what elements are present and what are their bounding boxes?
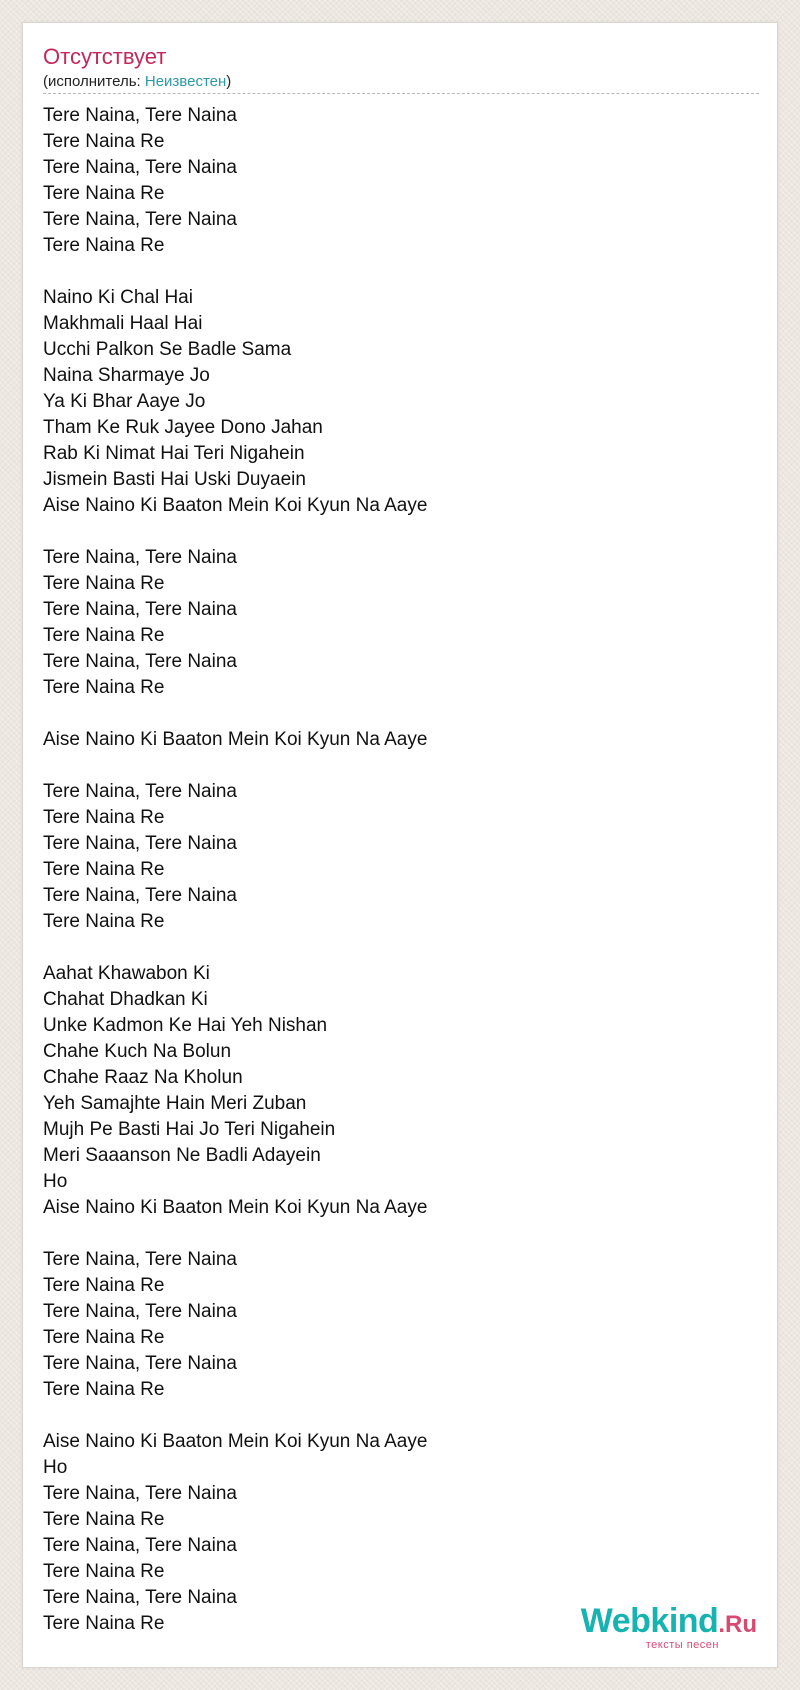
- logo-wordmark: Webkind: [580, 1602, 719, 1640]
- logo-tld: .Ru: [718, 1611, 757, 1638]
- lyric-line: Yeh Samajhte Hain Meri Zuban: [43, 1093, 307, 1114]
- lyric-line: Tere Naina, Tere Naina: [43, 1535, 237, 1556]
- site-logo[interactable]: [537, 1603, 757, 1651]
- lyric-line: Aahat Khawabon Ki: [43, 963, 210, 984]
- lyric-line: Tere Naina, Tere Naina: [43, 651, 237, 672]
- lyric-line: Tere Naina Re: [43, 807, 165, 828]
- lyric-line: Tere Naina, Tere Naina: [43, 1483, 237, 1504]
- lyric-line: Unke Kadmon Ke Hai Yeh Nishan: [43, 1015, 328, 1036]
- lyric-line: Ya Ki Bhar Aaye Jo: [43, 391, 206, 412]
- lyric-blank-line: [43, 519, 759, 545]
- lyric-line: Ucchi Palkon Se Badle Sama: [43, 339, 292, 360]
- lyric-line: Tere Naina Re: [43, 1327, 165, 1348]
- lyric-line: Tere Naina Re: [43, 1509, 165, 1530]
- lyric-blank-line: [43, 935, 759, 961]
- lyric-line: Ho: [43, 1457, 68, 1478]
- lyric-line: Tere Naina, Tere Naina: [43, 209, 237, 230]
- header-divider: [43, 93, 759, 94]
- lyric-line: Tere Naina Re: [43, 911, 165, 932]
- lyric-line: Tere Naina, Tere Naina: [43, 157, 237, 178]
- lyric-line: Tere Naina, Tere Naina: [43, 1301, 237, 1322]
- lyric-line: Ho: [43, 1171, 68, 1192]
- lyric-blank-line: [43, 1403, 759, 1429]
- lyric-line: Tere Naina Re: [43, 1561, 165, 1582]
- lyric-line: Naina Sharmaye Jo: [43, 365, 210, 386]
- lyric-line: Makhmali Haal Hai: [43, 313, 203, 334]
- artist-link[interactable]: Неизвестен: [144, 73, 227, 90]
- lyric-line: Tere Naina Re: [43, 1275, 165, 1296]
- lyric-line: Tere Naina Re: [43, 235, 165, 256]
- lyric-line: Naino Ki Chal Hai: [43, 287, 193, 308]
- lyric-line: Tere Naina Re: [43, 183, 165, 204]
- lyric-line: Tere Naina, Tere Naina: [43, 547, 237, 568]
- lyric-line: Tere Naina, Tere Naina: [43, 781, 237, 802]
- lyric-line: Tere Naina, Tere Naina: [43, 1587, 237, 1608]
- lyrics-card: [22, 22, 778, 1668]
- lyric-line: Tere Naina Re: [43, 1613, 165, 1634]
- lyric-blank-line: [43, 701, 759, 727]
- lyric-line: Tere Naina Re: [43, 625, 165, 646]
- lyric-line: Chahe Kuch Na Bolun: [43, 1041, 232, 1062]
- lyric-line: Aise Naino Ki Baaton Mein Koi Kyun Na Aaye: [43, 495, 428, 516]
- lyric-line: Chahe Raaz Na Kholun: [43, 1067, 243, 1088]
- lyric-line: Aise Naino Ki Baaton Mein Koi Kyun Na Aaye: [43, 729, 428, 750]
- lyric-line: Tere Naina, Tere Naina: [43, 1353, 237, 1374]
- lyric-line: Tere Naina Re: [43, 677, 165, 698]
- lyric-line: Tere Naina, Tere Naina: [43, 105, 237, 126]
- lyric-line: Tere Naina, Tere Naina: [43, 833, 237, 854]
- lyric-line: Tere Naina Re: [43, 1379, 165, 1400]
- lyric-line: Tere Naina Re: [43, 131, 165, 152]
- lyric-line: Aise Naino Ki Baaton Mein Koi Kyun Na Aaye: [43, 1431, 428, 1452]
- lyrics-text: [43, 103, 759, 1637]
- lyric-line: Chahat Dhadkan Ki: [43, 989, 208, 1010]
- lyric-line: Tere Naina Re: [43, 859, 165, 880]
- artist-suffix: ): [226, 73, 232, 90]
- logo-subtitle: тексты песен: [645, 1639, 719, 1651]
- lyric-line: Mujh Pe Basti Hai Jo Teri Nigahein: [43, 1119, 336, 1140]
- lyric-line: Tere Naina Re: [43, 573, 165, 594]
- lyric-line: Tere Naina, Tere Naina: [43, 1249, 237, 1270]
- lyric-line: Meri Saaanson Ne Badli Adayein: [43, 1145, 321, 1166]
- artist-prefix: (исполнитель:: [43, 73, 145, 90]
- artist-line: [43, 73, 759, 91]
- lyric-line: Rab Ki Nimat Hai Teri Nigahein: [43, 443, 305, 464]
- lyric-line: Tere Naina, Tere Naina: [43, 599, 237, 620]
- song-header: [43, 43, 759, 91]
- lyric-line: Tere Naina, Tere Naina: [43, 885, 237, 906]
- lyric-blank-line: [43, 259, 759, 285]
- song-title: Отсутствует: [43, 44, 167, 69]
- lyric-line: Jismein Basti Hai Uski Duyaein: [43, 469, 306, 490]
- lyric-line: Tham Ke Ruk Jayee Dono Jahan: [43, 417, 323, 438]
- lyric-blank-line: [43, 1221, 759, 1247]
- lyric-line: Aise Naino Ki Baaton Mein Koi Kyun Na Aaye: [43, 1197, 428, 1218]
- lyric-blank-line: [43, 753, 759, 779]
